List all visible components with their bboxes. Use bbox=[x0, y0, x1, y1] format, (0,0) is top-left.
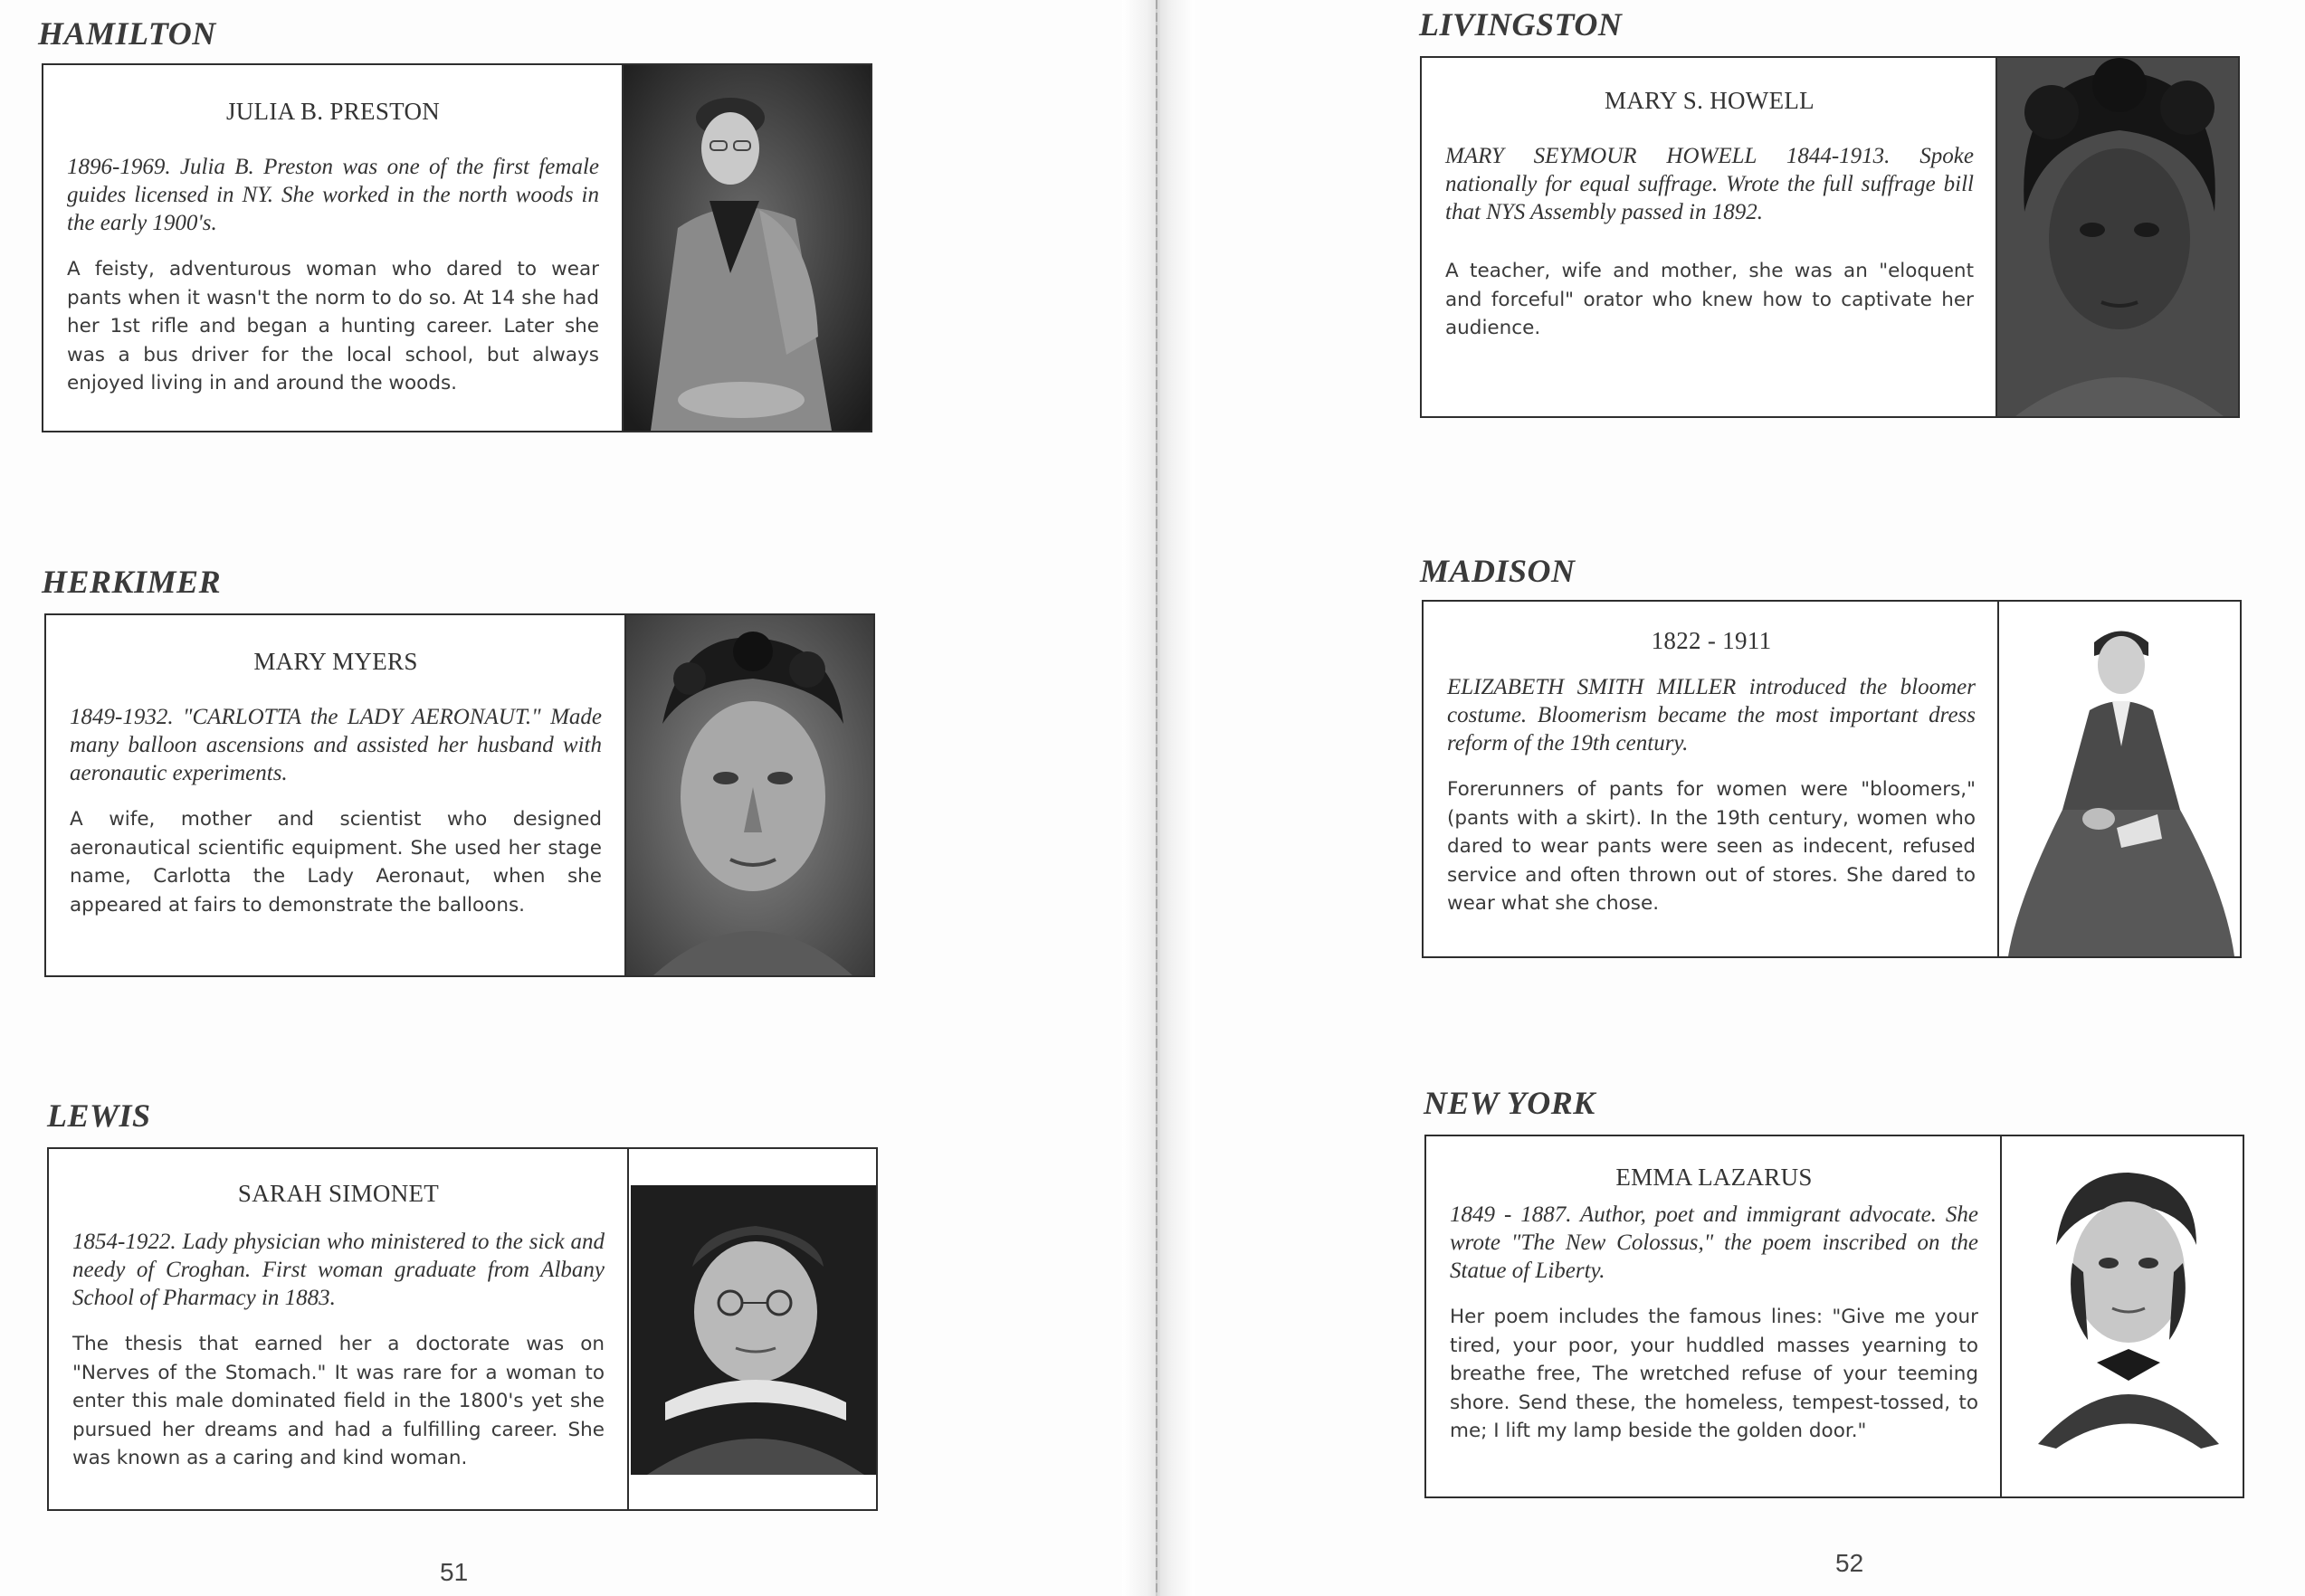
person-description: The thesis that earned her a doctorate was on "Nerves of the Stomach." It was rare for a woman to enter this male dominated field in the 1800's yet she pursued her dreams and had a fulfilling career. She was known as a caring and kind woman. bbox=[72, 1333, 605, 1469]
person-description: A feisty, adventurous woman who dared to wear pants when it wasn't the norm to do so. At 14 she had her 1st rifle and began a hunting career. Later she was a bus driver for the local school, but always enjoyed living in and around the woods. bbox=[67, 258, 599, 394]
county-heading-madison: MADISON bbox=[1420, 553, 1576, 589]
county-heading-new-york: NEW YORK bbox=[1424, 1085, 1595, 1121]
person-summary: ELIZABETH SMITH MILLER introduced the bloomer costume. Bloomerism became the most important dress reform of the 19th century. bbox=[1447, 675, 1976, 755]
person-name: MARY S. HOWELL bbox=[1605, 87, 1814, 114]
person-name: SARAH SIMONET bbox=[237, 1180, 440, 1207]
profile-card-elizabeth-smith-miller bbox=[1422, 600, 2242, 958]
profile-text bbox=[46, 615, 625, 975]
profile-text bbox=[1422, 58, 1997, 416]
person-summary: 1896-1969. Julia B. Preston was one of the first female guides licensed in NY. She worked in the north woods in the early 1900's. bbox=[67, 155, 599, 235]
person-name: EMMA LAZARUS bbox=[1615, 1164, 1813, 1191]
person-name: MARY MYERS bbox=[253, 648, 418, 675]
county-heading-hamilton: HAMILTON bbox=[38, 15, 216, 52]
page-number-left: 51 bbox=[440, 1558, 469, 1586]
county-heading-lewis: LEWIS bbox=[47, 1097, 151, 1134]
portrait-mary-myers bbox=[626, 615, 873, 975]
portrait-emma-lazarus bbox=[2002, 1136, 2243, 1496]
profile-text bbox=[1426, 1136, 2002, 1496]
person-summary: MARY SEYMOUR HOWELL 1844-1913. Spoke nationally for equal suffrage. Wrote the full suffrage bill that NYS Assembly passed in 1892. bbox=[1445, 144, 1974, 224]
person-description: A teacher, wife and mother, she was an "eloquent and forceful" orator who knew how to captivate her audience. bbox=[1445, 260, 1974, 339]
portrait-sarah-simonet bbox=[629, 1149, 876, 1509]
person-summary: 1854-1922. Lady physician who ministered to the sick and needy of Croghan. First woman graduate from Albany School of Pharmacy in 1883. bbox=[72, 1230, 605, 1310]
profile-card-julia-preston bbox=[42, 63, 872, 432]
profile-text bbox=[1424, 602, 1999, 956]
portrait-photo bbox=[2000, 1136, 2243, 1496]
portrait-elizabeth-smith-miller bbox=[1999, 602, 2240, 956]
portrait-julia-preston bbox=[624, 65, 871, 431]
profile-card-emma-lazarus bbox=[1424, 1135, 2244, 1498]
gutter-fold-line bbox=[1156, 0, 1157, 1596]
person-summary: 1849-1932. "CARLOTTA the LADY AERONAUT." Made many balloon ascensions and assisted her husband with aeronautic experiments. bbox=[70, 705, 602, 785]
person-description: Her poem includes the famous lines: "Give me your tired, your poor, your huddled masses yearning to breathe free, The wretched refuse of your teeming shore. Send these, the homeless, tempest-tossed, to me; I lift my lamp beside the golden door." bbox=[1450, 1306, 1978, 1442]
person-summary: 1849 - 1887. Author, poet and immigrant advocate. She wrote "The New Colossus," the poem inscribed on the Statue of Liberty. bbox=[1450, 1202, 1978, 1283]
book-gutter bbox=[1122, 0, 1195, 1596]
person-name: JULIA B. PRESTON bbox=[225, 98, 441, 125]
county-heading-livingston: LIVINGSTON bbox=[1419, 6, 1623, 43]
person-description: Forerunners of pants for women were "bloomers," (pants with a skirt). In the 19th century, women who dared to wear pants were seen as indecent, refused service and often thrown out of stores. She dared to wear what she chose. bbox=[1447, 778, 1976, 915]
page-number-right: 52 bbox=[1835, 1549, 1864, 1577]
portrait-photo bbox=[627, 1149, 876, 1509]
profile-text bbox=[49, 1149, 628, 1509]
portrait-photo bbox=[1997, 602, 2240, 956]
profile-text bbox=[43, 65, 623, 431]
county-heading-herkimer: HERKIMER bbox=[42, 564, 222, 600]
portrait-photo bbox=[622, 65, 871, 431]
profile-card-mary-myers bbox=[44, 613, 875, 977]
person-name: 1822 - 1911 bbox=[1651, 627, 1772, 654]
portrait-photo bbox=[1995, 58, 2238, 416]
profile-card-sarah-simonet bbox=[47, 1147, 878, 1511]
person-description: A wife, mother and scientist who designed aeronautical scientific equipment. She used her stage name, Carlotta the Lady Aeronaut, when she appeared at fairs to demonstrate the balloons. bbox=[70, 808, 602, 917]
portrait-photo bbox=[624, 615, 873, 975]
portrait-mary-howell bbox=[1997, 58, 2238, 416]
profile-card-mary-howell bbox=[1420, 56, 2240, 418]
